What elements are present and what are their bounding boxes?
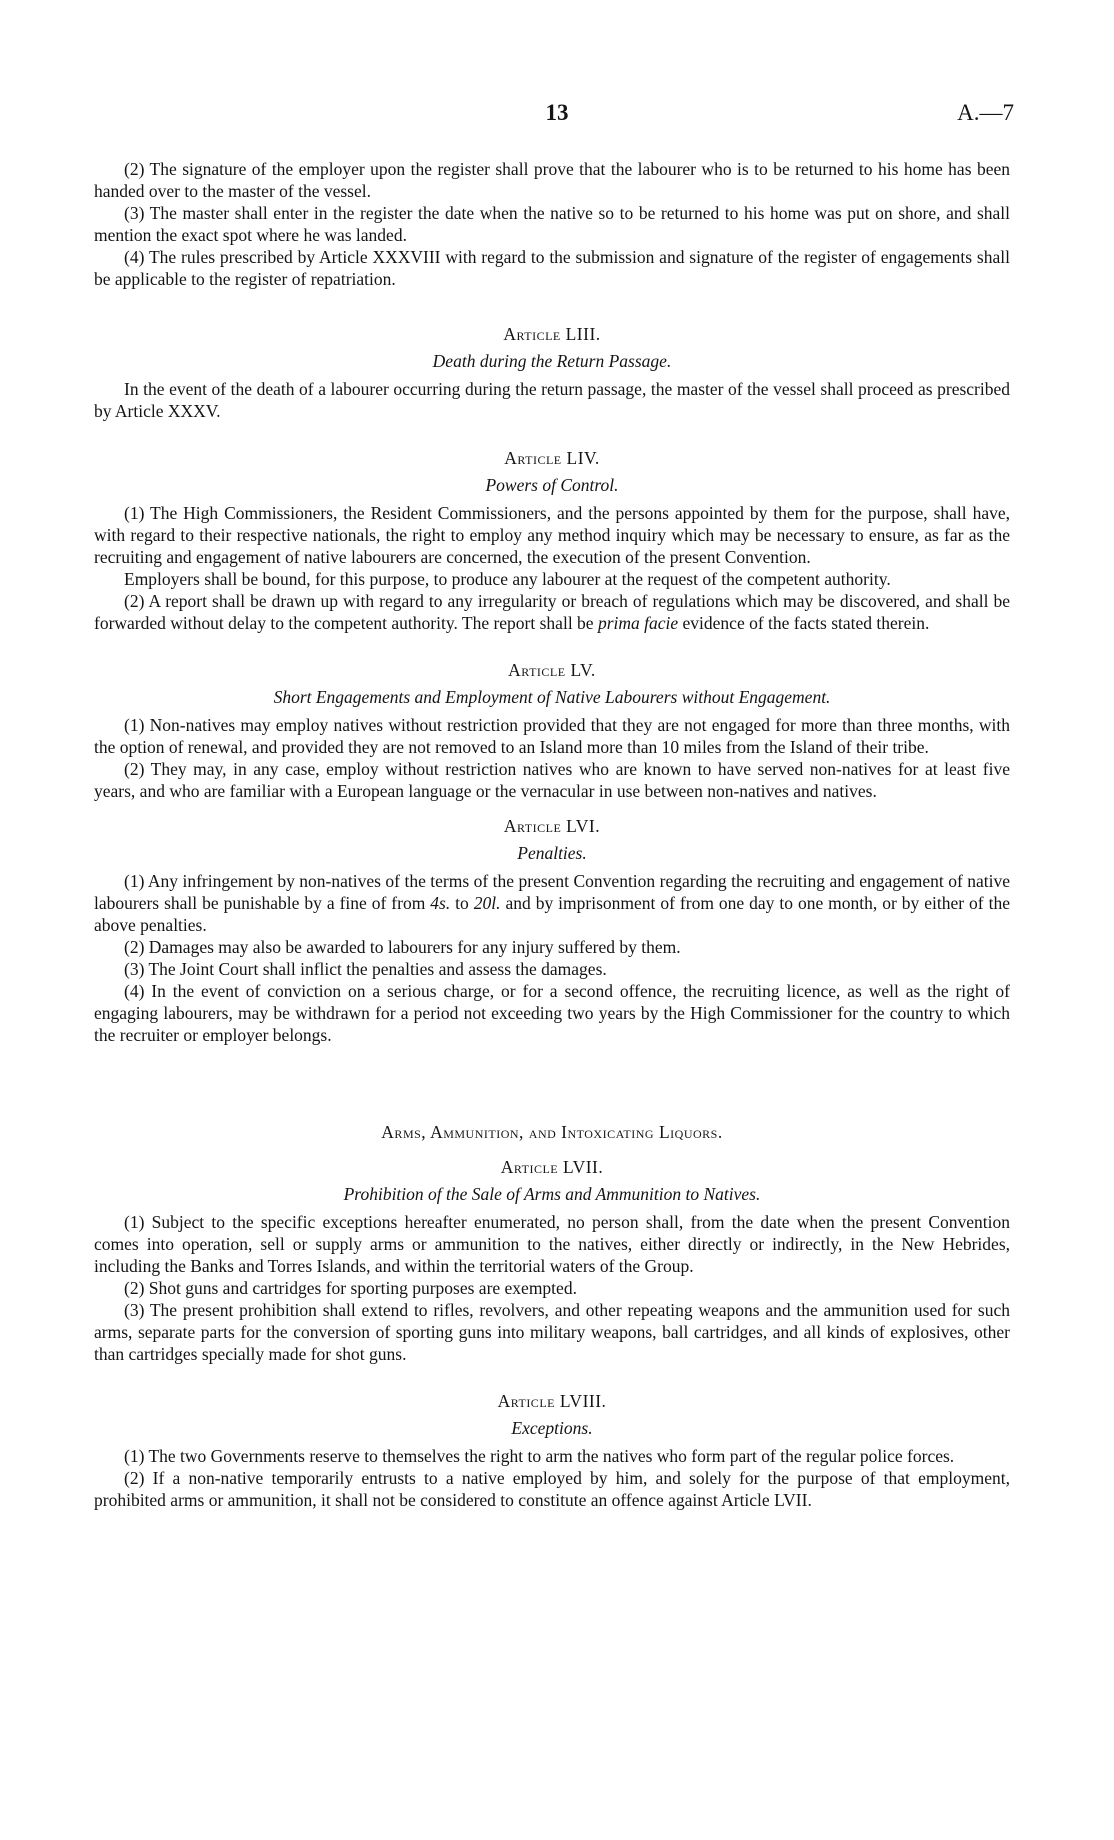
paragraph: (2) Damages may also be awarded to labourers for any injury suffered by them. <box>124 937 681 957</box>
paragraph: Employers shall be bound, for this purpose, to produce any labourer at the request of the competent authority. <box>124 569 891 589</box>
article-title: Short Engagements and Employment of Native Labourers without Engagement. <box>273 687 831 707</box>
section-heading: Arms, Ammunition, and Intoxicating Liquors. <box>381 1122 723 1142</box>
paragraph: (3) The Joint Court shall inflict the penalties and assess the damages. <box>124 959 607 979</box>
document-reference: A.—7 <box>957 100 1014 125</box>
article-heading: Article LVI. <box>503 816 601 836</box>
article-heading: Article LV. <box>508 660 596 680</box>
paragraph: (1) The High Commissioners, the Resident Commissioners, and the persons appointed by them for the purpose, shall have, with regard to their respective nationals, the right to employ any method inquiry which may be necessary to ensure, as far as the recruiting and engagement of native labourers are concerned, the execution of the present Convention. <box>94 503 1010 567</box>
article-title: Prohibition of the Sale of Arms and Ammunition to Natives. <box>343 1184 761 1204</box>
article-heading: Article LIII. <box>503 324 601 344</box>
article-title: Powers of Control. <box>485 475 619 495</box>
article-55 <box>94 660 1010 802</box>
paragraph: (1) Non-natives may employ natives without restriction provided that they are not engaged for more than three months, with the option of renewal, and provided they are not removed to an Island more than 10 miles from the Island of their tribe. <box>94 715 1010 757</box>
article-heading: Article LVII. <box>500 1157 604 1177</box>
article-heading: Article LVIII. <box>497 1391 607 1411</box>
article-53 <box>94 324 1010 422</box>
paragraph: (2) If a non-native temporarily entrusts to a native employed by him, and solely for the purpose of that employment, prohibited arms or ammunition, it shall not be considered to constitute an offence against Article LVII. <box>94 1468 1010 1510</box>
paragraph: (2) A report shall be drawn up with regard to any irregularity or breach of regulations which may be discovered, and shall be forwarded without delay to the competent authority. The report shall be prima facie evidence of the facts stated therein. <box>94 591 1010 633</box>
article-heading: Article LIV. <box>504 448 600 468</box>
paragraph: (3) The master shall enter in the register the date when the native so to be returned to his home was put on shore, and shall mention the exact spot where he was landed. <box>94 203 1010 245</box>
page-number: 13 <box>545 100 569 125</box>
article-54 <box>94 448 1010 634</box>
paragraph: (2) The signature of the employer upon the register shall prove that the labourer who is to be returned to his home has been handed over to the master of the vessel. <box>94 159 1010 201</box>
article-title: Exceptions. <box>511 1418 593 1438</box>
intro-section <box>94 104 1010 290</box>
paragraph: (3) The present prohibition shall extend to rifles, revolvers, and other repeating weapons and the ammunition used for such arms, separate parts for the conversion of sporting guns into military weapons, ball cartridges, and all kinds of explosives, other than cartridges specially made for shot guns. <box>94 1300 1010 1364</box>
article-title: Death during the Return Passage. <box>432 351 672 371</box>
paragraph: (4) In the event of conviction on a serious charge, or for a second offence, the recruiting licence, as well as the right of engaging labourers, may be withdrawn for a period not exceeding two years by the High Commissioner for the country to which the recruiter or employer belongs. <box>94 981 1010 1045</box>
paragraph: (1) The two Governments reserve to themselves the right to arm the natives who form part of the regular police forces. <box>124 1446 955 1466</box>
paragraph: (1) Subject to the specific exceptions hereafter enumerated, no person shall, from the date when the present Convention comes into operation, sell or supply arms or ammunition to the natives, either directly or indirectly, in the New Hebrides, including the Banks and Torres Islands, and within the territorial waters of the Group. <box>94 1212 1010 1276</box>
paragraph: In the event of the death of a labourer occurring during the return passage, the master of the vessel shall proceed as prescribed by Article XXXV. <box>94 379 1010 421</box>
paragraph: (4) The rules prescribed by Article XXXVIII with regard to the submission and signature of the register of engagements shall be applicable to the register of repatriation. <box>94 247 1010 289</box>
article-56 <box>94 816 1010 1046</box>
article-title: Penalties. <box>517 843 587 863</box>
paragraph: (1) Any infringement by non-natives of the terms of the present Convention regarding the recruiting and engagement of native labourers shall be punishable by a fine of from 4s. to 20l. and by imprisonment of from one day to one month, or by either of the above penalties. <box>94 871 1010 935</box>
article-57 <box>94 1157 1010 1365</box>
article-58 <box>94 1391 1010 1511</box>
paragraph: (2) They may, in any case, employ without restriction natives who are known to have served non-natives for at least five years, and who are familiar with a European language or the vernacular in use between non-natives and natives. <box>94 759 1010 801</box>
paragraph: (2) Shot guns and cartridges for sporting purposes are exempted. <box>124 1278 577 1298</box>
